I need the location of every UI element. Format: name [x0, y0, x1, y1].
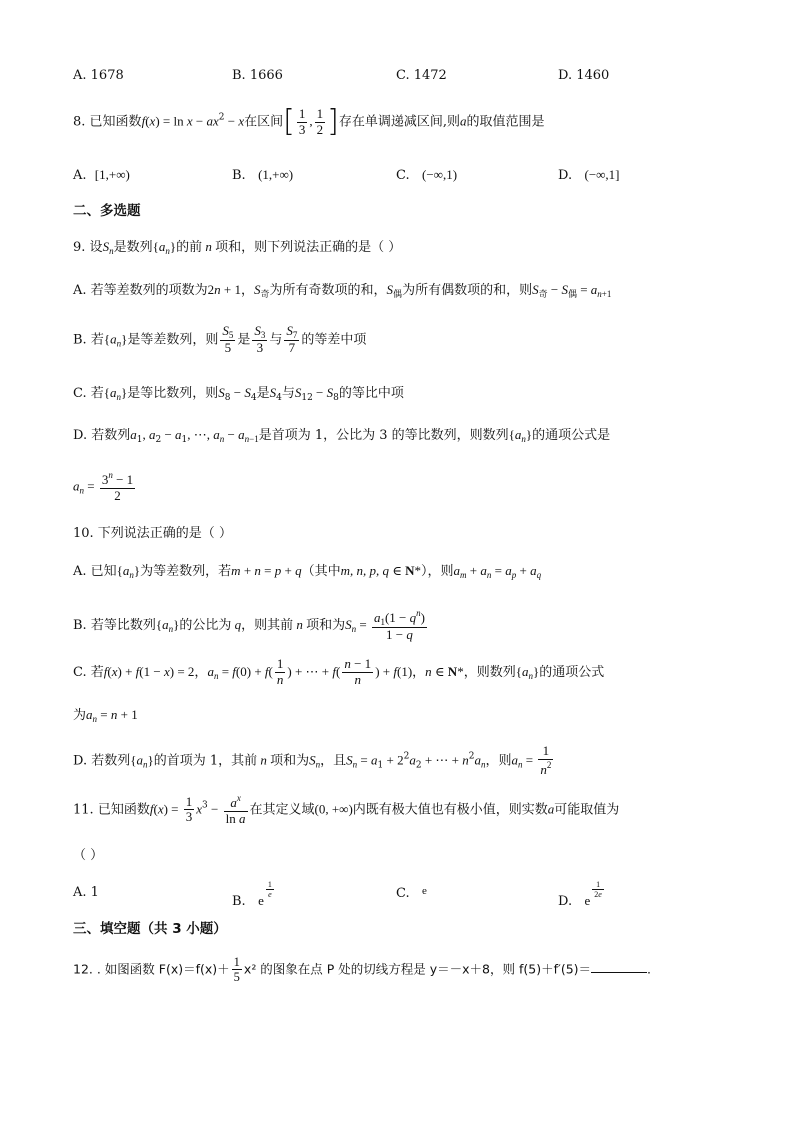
- q10-stem: 10. 下列说法正确的是（ ）: [73, 526, 232, 541]
- q11-stem: 11. 已知函数f(x) = $\frac{1}{3}$ $x^3$ − $\frac{a^x}{\text{ln a}}$ 在其定义域(0, +∞)内既有极大值也有极小值，则实数a可能取值为: [73, 793, 620, 826]
- q9-option-d-formula: $a_n$ = $\frac{3^n - 1}{2}$: [73, 470, 134, 503]
- q8-option-d: D. (−∞,1]: [558, 167, 620, 183]
- q8-stem: 8. 已知函数$f(x) = \ln x - ax^2 - x$在区间[ $\frac{1}{3}$ , $\frac{1}{2}$ ]存在单调递减区间,则a的取值范围是: [73, 104, 545, 139]
- q7-option-d: D. 1460: [558, 68, 610, 83]
- q9-option-b: B. 若$\{a_n\}$是等差数列，则 $\frac{S_5}{5}$ 是 $\frac{S_3}{3}$ 与 $\frac{S_7}{7}$ 的等差中项: [73, 323, 367, 356]
- q9-option-a: A. 若等差数列的项数为2n + 1，$S_奇$为所有奇数项的和，$S_偶$为所有偶数项的和，则$S_奇 - S_偶 = a_{n+1}$: [73, 282, 612, 300]
- q11-option-d: D. e $\frac{1}{2e}$: [558, 880, 602, 910]
- q11-paren: （ ）: [73, 848, 104, 863]
- q10-option-c: C. 若f(x) + f(1 − x) = 2，$a_n = f(0) + f$( $\frac{1}{n}$ ) + ⋯ + f( $\frac{n - 1}{n}$ ) + f(1)，n ∈ N*，则数列$\{a_n\}$的通项公式: [73, 656, 605, 687]
- q9-stem: 9. 设$S_n$是数列$\{a_n\}$的前 n 项和，则下列说法正确的是（ ）: [73, 239, 402, 256]
- q8-option-a: A. [1,+∞): [73, 167, 130, 183]
- q8-option-b: B. (1,+∞): [232, 167, 294, 183]
- q7-option-c: C. 1472: [396, 68, 447, 83]
- q11-option-b: B. e $\frac{1}{e}$: [232, 880, 272, 910]
- q7-option-a: A. 1678: [73, 68, 124, 83]
- q10-option-d: D. 若数列$\{a_n\}$的首项为 1，其前 n 项和为$S_n$，且$S_n = a_1 + 2^2a_2$ + ⋯ + $n^2a_n$，则$a_n$ = $\frac{1}{n^2}$: [73, 743, 552, 777]
- q10-option-b: B. 若等比数列$\{a_n\}$的公比为 q，则其前 n 项和为$S_n$ = $\frac{a_1(1 - q^n)}{1 - q}$: [73, 608, 425, 643]
- q11-option-c: C. $^e$: [396, 885, 427, 901]
- q10-option-a: A. 已知$\{a_n\}$为等差数列，若m + n = p + q（其中m, n, p, q ∈ N*），则$a_m + a_n = a_p + a_q$: [73, 563, 542, 580]
- q9-option-c: C. 若$\{a_n\}$是等比数列，则$S_8 - S_4$是$S_4$与$S_{12} - S_8$的等比中项: [73, 385, 404, 403]
- q12-stem: 12. . 如图函数 F(x)＝f(x)＋ $\frac{1}{5}$ x² 的图象在点 P 处的切线方程是 y＝－x＋8，则 f(5)＋f′(5)＝ .: [73, 955, 652, 985]
- section-title-fill-in: 三、填空题（共 3 小题）: [73, 921, 227, 937]
- q12-answer-blank[interactable]: [591, 960, 647, 973]
- section-title-multiple-choice: 二、多选题: [73, 203, 141, 219]
- q10-option-c-cont: 为$a_n = n + 1$: [73, 707, 138, 724]
- q7-option-b: B. 1666: [232, 68, 283, 83]
- q8-option-c: C. (−∞,1): [396, 167, 458, 183]
- q9-option-d: D. 若数列$a_1$, $a_2 - a_1$, ⋯, $a_n - a_{n-1}$是首项为 1，公比为 3 的等比数列，则数列$\{a_n\}$的通项公式是: [73, 427, 611, 445]
- q11-option-a: A. 1: [73, 885, 99, 900]
